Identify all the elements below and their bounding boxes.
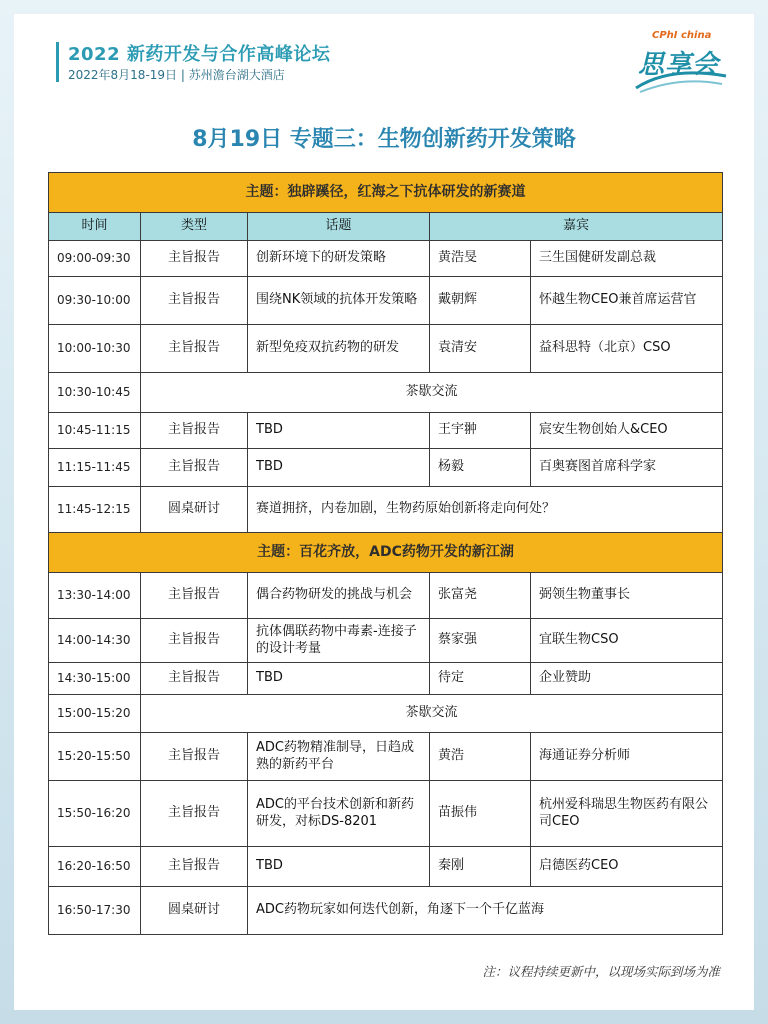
time-cell: 13:30-14:00 (49, 573, 141, 619)
time-cell: 09:30-10:00 (49, 277, 141, 325)
type-cell: 主旨报告 (141, 413, 248, 449)
page-title: 8月19日 专题三：生物创新药开发策略 (192, 127, 576, 152)
speaker-cell: 苗振伟 (430, 781, 531, 847)
time-cell: 15:20-15:50 (49, 733, 141, 781)
schedule-row (49, 241, 723, 277)
type-cell: 圆桌研讨 (141, 887, 248, 935)
panel-topic-cell: 赛道拥挤，内卷加剧，生物药原始创新将走向何处？ (248, 487, 723, 533)
time-cell: 16:50-17:30 (49, 887, 141, 935)
type-cell: 主旨报告 (141, 847, 248, 887)
speaker-cell: 张富尧 (430, 573, 531, 619)
role-cell: 弼领生物董事长 (531, 573, 723, 619)
topic-cell: TBD (248, 847, 430, 887)
panel-topic-cell: ADC药物玩家如何迭代创新，角逐下一个千亿蓝海 (248, 887, 723, 935)
column-header-row (49, 213, 723, 241)
type-cell: 主旨报告 (141, 663, 248, 695)
topic-banner-1-text: 主题：独辟蹊径，红海之下抗体研发的新赛道 (49, 173, 723, 213)
topic-cell: 围绕NK领域的抗体开发策略 (248, 277, 430, 325)
speaker-cell: 戴朝辉 (430, 277, 531, 325)
topic-cell: TBD (248, 449, 430, 487)
time-cell: 14:30-15:00 (49, 663, 141, 695)
schedule-row (49, 695, 723, 733)
role-cell: 怀越生物CEO兼首席运营官 (531, 277, 723, 325)
footnote: 注：议程持续更新中，以现场实际到场为准 (482, 964, 720, 979)
speaker-cell: 黄浩旻 (430, 241, 531, 277)
speaker-cell: 黄浩 (430, 733, 531, 781)
role-cell: 海通证券分析师 (531, 733, 723, 781)
topic-cell: TBD (248, 413, 430, 449)
type-cell: 主旨报告 (141, 733, 248, 781)
topic-banner-1 (49, 173, 723, 213)
header-accent-bar (56, 42, 59, 82)
schedule-row (49, 619, 723, 663)
type-cell: 圆桌研讨 (141, 487, 248, 533)
role-cell: 益科思特（北京）CSO (531, 325, 723, 373)
time-cell: 10:30-10:45 (49, 373, 141, 413)
logo-main-text: 思享会 (638, 50, 720, 80)
schedule-row (49, 413, 723, 449)
schedule-row (49, 449, 723, 487)
topic-cell: ADC药物精准制导，日趋成熟的新药平台 (248, 733, 430, 781)
col-topic-header: 话题 (248, 213, 430, 241)
role-cell: 百奥赛图首席科学家 (531, 449, 723, 487)
schedule-row (49, 887, 723, 935)
time-cell: 15:00-15:20 (49, 695, 141, 733)
topic-cell: 创新环境下的研发策略 (248, 241, 430, 277)
role-cell: 三生国健研发副总裁 (531, 241, 723, 277)
role-cell: 宜联生物CSO (531, 619, 723, 663)
speaker-cell: 秦刚 (430, 847, 531, 887)
type-cell: 主旨报告 (141, 781, 248, 847)
role-cell: 杭州爱科瑞思生物医药有限公司CEO (531, 781, 723, 847)
time-cell: 10:45-11:15 (49, 413, 141, 449)
topic-cell: ADC的平台技术创新和新药研发，对标DS-8201 (248, 781, 430, 847)
role-cell: 宸安生物创始人&CEO (531, 413, 723, 449)
schedule-row (49, 847, 723, 887)
type-cell: 主旨报告 (141, 325, 248, 373)
time-cell: 09:00-09:30 (49, 241, 141, 277)
type-cell: 主旨报告 (141, 449, 248, 487)
speaker-cell: 杨毅 (430, 449, 531, 487)
schedule-row (49, 373, 723, 413)
break-cell: 茶歇交流 (141, 373, 723, 413)
speaker-cell: 蔡家强 (430, 619, 531, 663)
topic-banner-2 (49, 533, 723, 573)
break-cell: 茶歇交流 (141, 695, 723, 733)
logo-small-text: CPhI china (652, 30, 712, 41)
time-cell: 16:20-16:50 (49, 847, 141, 887)
type-cell: 主旨报告 (141, 619, 248, 663)
schedule-row (49, 733, 723, 781)
topic-cell: 偶合药物研发的挑战与机会 (248, 573, 430, 619)
topic-cell: 新型免疫双抗药物的研发 (248, 325, 430, 373)
time-cell: 14:00-14:30 (49, 619, 141, 663)
time-cell: 15:50-16:20 (49, 781, 141, 847)
speaker-cell: 王宇翀 (430, 413, 531, 449)
col-time-header: 时间 (49, 213, 141, 241)
schedule-row (49, 487, 723, 533)
schedule-row (49, 325, 723, 373)
forum-title: 2022 新药开发与合作高峰论坛 (68, 44, 331, 65)
role-cell: 企业赞助 (531, 663, 723, 695)
role-cell: 启德医药CEO (531, 847, 723, 887)
type-cell: 主旨报告 (141, 573, 248, 619)
schedule-table (48, 172, 723, 935)
schedule-row (49, 277, 723, 325)
speaker-cell: 袁清安 (430, 325, 531, 373)
time-cell: 10:00-10:30 (49, 325, 141, 373)
topic-cell: 抗体偶联药物中毒素-连接子的设计考量 (248, 619, 430, 663)
schedule-row (49, 781, 723, 847)
forum-date-venue: 2022年8月18-19日 | 苏州澹台湖大酒店 (68, 68, 285, 82)
type-cell: 主旨报告 (141, 277, 248, 325)
topic-banner-2-text: 主题：百花齐放，ADC药物开发的新江湖 (49, 533, 723, 573)
time-cell: 11:45-12:15 (49, 487, 141, 533)
col-type-header: 类型 (141, 213, 248, 241)
cphi-logo (630, 26, 730, 98)
type-cell: 主旨报告 (141, 241, 248, 277)
speaker-cell: 待定 (430, 663, 531, 695)
topic-cell: TBD (248, 663, 430, 695)
schedule-row (49, 573, 723, 619)
col-guest-header: 嘉宾 (430, 213, 723, 241)
time-cell: 11:15-11:45 (49, 449, 141, 487)
schedule-row (49, 663, 723, 695)
